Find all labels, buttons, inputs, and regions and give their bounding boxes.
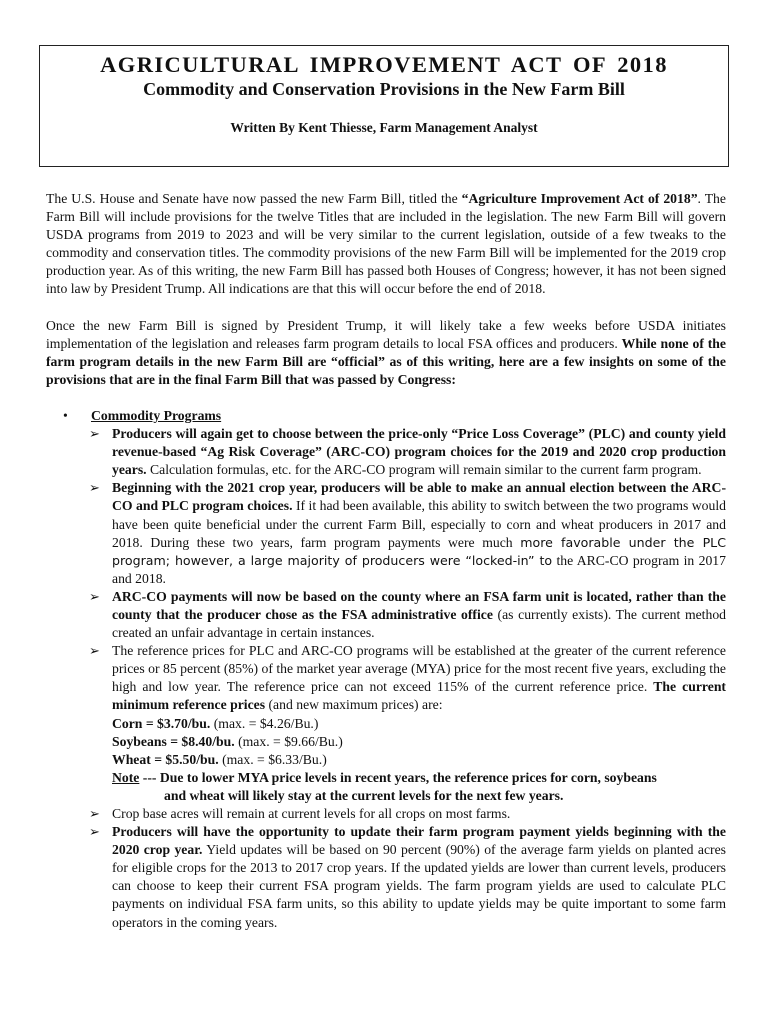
item3-bold: ARC-CO payments will now be based on the county where an FSA farm unit is located, rather than the county that the producer chose as the FSA administrative office: [112, 588, 726, 622]
item4-text-b: (and new maximum prices) are:: [265, 697, 443, 713]
item2-alt-font-text: more favorable under the PLC program; however, a large majority of producers were “locked-in” to: [112, 534, 726, 568]
note-line: [112, 769, 726, 787]
document-subtitle: Commodity and Conservation Provisions in the New Farm Bill: [143, 79, 625, 99]
item5-text: Crop base acres will remain at current levels for all crops on most farms.: [112, 806, 511, 821]
intro-p1-text-b: . The Farm Bill will include provisions for the twelve Titles that are included in the legislation. The new Farm Bill will govern USDA programs from 2019 to 2023 and will be very similar to the current legislation, outside of a few tweaks to the commodity and conservation titles. The commodity provisions of the new Farm Bill will be implemented for the 2019 crop production year. As of this writing, the new Farm Bill has passed both Houses of Congress; however, it has not been signed into law by President Trump. All indications are that this will occur before the end of 2018.: [46, 191, 726, 297]
act-title-quote: “Agriculture Improvement Act of 2018”: [461, 191, 698, 206]
item4-text-a: The reference prices for PLC and ARC-CO programs will be established at the greater of the current reference prices or 85 percent (85%) of the market year average (MYA) price for the most recent five years, excluding the high and low year. The reference price can not exceed 115% of the current reference price.: [112, 643, 726, 695]
price-wheat: [112, 751, 726, 769]
list-item: [89, 805, 726, 823]
price-corn: [112, 715, 726, 733]
note-text-a: --- Due to lower MYA price levels in recent years, the reference prices for corn, soybeans: [139, 769, 657, 785]
author-line: Written By Kent Thiesse, Farm Management Analyst: [230, 120, 538, 135]
document-title: AGRICULTURAL IMPROVEMENT ACT OF 2018: [100, 52, 668, 77]
soybean-price-label: Soybeans = $8.40/bu.: [112, 733, 235, 749]
corn-max-price: (max. = $4.26/Bu.): [210, 715, 319, 731]
intro-p2-bold: While none of the farm program details in the new Farm Bill are “official” as of this writing, here are a few insights on some of the provisions that are in the final Farm Bill that was passed by Congress:: [46, 335, 726, 387]
intro-paragraph-1: [46, 190, 726, 299]
document-body: [46, 190, 726, 932]
list-item: [89, 588, 726, 642]
arrow-bullet-icon: ➢: [89, 426, 100, 442]
item3-text: (as currently exists). The current method created an unfair advantage in certain instances.: [112, 606, 727, 641]
list-item: [89, 642, 726, 805]
wheat-max-price: (max. = $6.33/Bu.): [218, 751, 327, 767]
item6-bold: Producers will have the opportunity to update their farm program payment yields beginning with the 2020 crop year.: [112, 824, 726, 858]
item1-bold: Producers will again get to choose between the price-only “Price Loss Coverage” (PLC) and county yield revenue-based “Ag Risk Coverage” (ARC-CO) program choices for the 2019 and 2020 crop production years.: [112, 426, 726, 478]
wheat-price-label: Wheat = $5.50/bu.: [112, 751, 219, 767]
item1-text: Calculation formulas, etc. for the ARC-CO program will remain similar to the current farm program.: [146, 462, 702, 478]
item2-text: If it had been available, this ability to switch between the two programs would have been quite beneficial under the current Farm Bill, especially to corn and wheat producers in 2017 and 2018. During these two years, farm program payments were much: [112, 498, 726, 550]
intro-p2-text-a: Once the new Farm Bill is signed by President Trump, it will likely take a few weeks before USDA initiates implementation of the legislation and releases farm program details to local FSA offices and producers.: [46, 317, 726, 351]
list-item: [89, 479, 726, 588]
list-item: [89, 425, 726, 479]
title-box: [39, 45, 729, 167]
intro-paragraph-2: [46, 317, 726, 389]
section-commodity-programs: [46, 407, 726, 425]
commodity-items: [45, 425, 726, 932]
arrow-bullet-icon: ➢: [89, 824, 100, 840]
arrow-bullet-icon: ➢: [89, 806, 100, 821]
note-label: Note: [112, 769, 140, 785]
item2-bold: Beginning with the 2021 crop year, producers will be able to make an annual election between the ARC-CO and PLC program choices.: [112, 480, 726, 514]
arrow-bullet-icon: ➢: [89, 643, 100, 659]
intro-p1-text-a: The U.S. House and Senate have now passed the new Farm Bill, titled the: [46, 191, 462, 206]
arrow-bullet-icon: ➢: [89, 588, 100, 604]
price-soybeans: [112, 733, 726, 751]
list-item: [89, 823, 726, 932]
item2-text-end: the ARC-CO program in 2017 and 2018.: [112, 552, 726, 586]
bullet-icon: •: [63, 407, 68, 423]
item4-bold: The current minimum reference prices: [112, 679, 726, 713]
corn-price-label: Corn = $3.70/bu.: [112, 715, 211, 731]
item6-text: Yield updates will be based on 90 percent (90%) of the average farm yields on planted acres for eligible crops for the 2013 to 2017 crop years. If the updated yields are lower than current levels, producers can choose to keep their current FSA program yields. The farm program yields are used to calculate PLC payments on individual FSA farm units, so this ability to update yields may be quite important to some farm operators in the coming years.: [112, 842, 726, 930]
arrow-bullet-icon: ➢: [89, 480, 100, 496]
note-text-b: and wheat will likely stay at the current levels for the next few years.: [164, 787, 564, 803]
soybean-max-price: (max. = $9.66/Bu.): [234, 733, 343, 749]
section-heading: Commodity Programs: [91, 407, 222, 423]
